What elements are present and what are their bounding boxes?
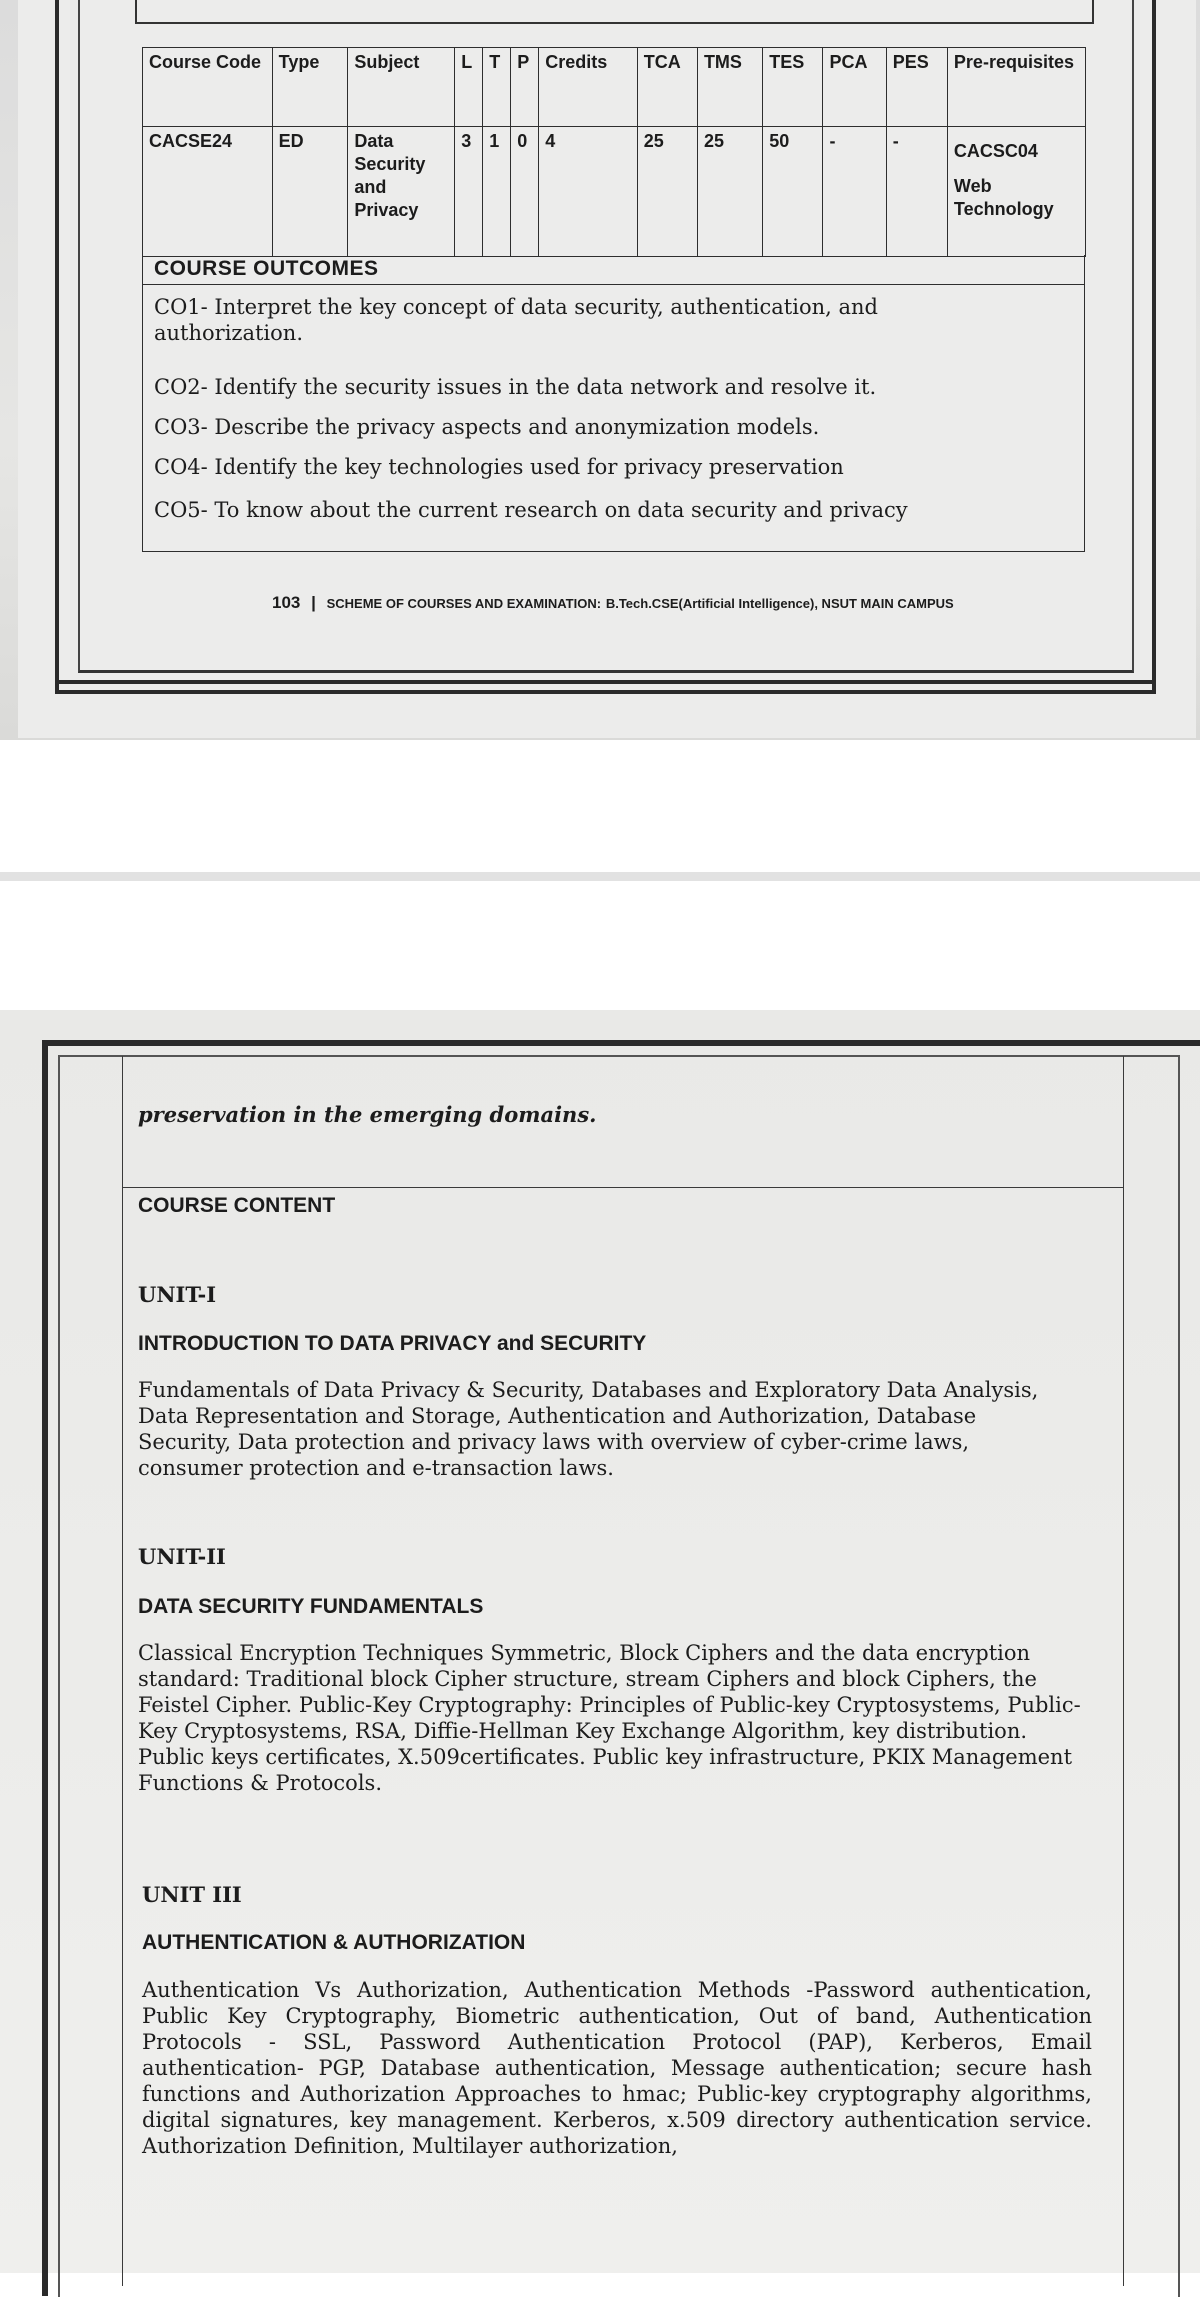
divider xyxy=(122,1187,1123,1188)
table-row xyxy=(143,127,1086,257)
footer-program: B.Tech.CSE(Artificial Intelligence), NSUT MAIN CAMPUS xyxy=(605,596,954,611)
cell-p: 0 xyxy=(511,127,539,257)
course-content-title: COURSE CONTENT xyxy=(138,1194,336,1217)
course-outcome-5: CO5- To know about the current research on data security and privacy xyxy=(154,498,908,522)
course-outcome-4: CO4- Identify the key technologies used for privacy preservation xyxy=(154,455,844,479)
unit-1-title: INTRODUCTION TO DATA PRIVACY and SECURITY xyxy=(138,1332,647,1355)
previous-box-edge xyxy=(135,0,1094,24)
page-photo-top xyxy=(0,0,1200,740)
course-outcome-1: CO1- Interpret the key concept of data security, authentication, and authorization. xyxy=(154,295,878,345)
header-course-code: Course Code xyxy=(143,48,273,127)
header-tms: TMS xyxy=(697,48,762,127)
footer-scheme: SCHEME OF COURSES AND EXAMINATION: xyxy=(326,596,602,611)
header-prerequisites: Pre-requisites xyxy=(947,48,1085,127)
page-number: 103 xyxy=(272,593,301,612)
cell-l: 3 xyxy=(455,127,483,257)
header-pes: PES xyxy=(886,48,947,127)
unit-3-label: UNIT III xyxy=(142,1882,242,1907)
cell-tms: 25 xyxy=(697,127,762,257)
footer-separator: | xyxy=(311,593,316,612)
unit-1-body: Fundamentals of Data Privacy & Security, Databases and Exploratory Data Analysis, Data Representation and Storage, Authentication and Authorization, Database Security, Data protection and privacy laws with overview of cyber-crime laws, consumer protection and e-transaction laws. xyxy=(138,1378,1039,1480)
photo-separator xyxy=(0,872,1200,881)
unit-3-title: AUTHENTICATION & AUTHORIZATION xyxy=(142,1931,526,1954)
course-outcomes-title: COURSE OUTCOMES xyxy=(154,257,379,280)
course-table xyxy=(142,47,1086,257)
header-l: L xyxy=(455,48,483,127)
unit-2-title: DATA SECURITY FUNDAMENTALS xyxy=(138,1595,484,1618)
page-photo-bottom xyxy=(0,1010,1200,2273)
course-outcome-2: CO2- Identify the security issues in the data network and resolve it. xyxy=(154,375,877,399)
unit-1-label: UNIT-I xyxy=(138,1282,217,1307)
header-tca: TCA xyxy=(637,48,697,127)
cell-pca: - xyxy=(823,127,886,257)
header-p: P xyxy=(511,48,539,127)
header-tes: TES xyxy=(763,48,823,127)
cell-type: ED xyxy=(272,127,348,257)
header-subject: Subject xyxy=(348,48,455,127)
cell-tes: 50 xyxy=(763,127,823,257)
page-footer xyxy=(272,593,954,613)
prerequisite-1: CACSC04 xyxy=(953,141,1038,161)
header-t: T xyxy=(483,48,511,127)
unit-2-label: UNIT-II xyxy=(138,1544,226,1569)
course-outcomes-box xyxy=(142,255,1085,552)
cell-t: 1 xyxy=(483,127,511,257)
cell-pes: - xyxy=(886,127,947,257)
cell-course-code: CACSE24 xyxy=(143,127,273,257)
header-credits: Credits xyxy=(539,48,638,127)
prerequisite-2: Web Technology xyxy=(953,176,1054,219)
header-pca: PCA xyxy=(823,48,886,127)
course-outcome-3: CO3- Describe the privacy aspects and anonymization models. xyxy=(154,415,820,439)
cell-subject: Data Security and Privacy xyxy=(348,127,455,257)
header-type: Type xyxy=(272,48,348,127)
cell-credits: 4 xyxy=(539,127,638,257)
unit-3-body: Authentication Vs Authorization, Authentication Methods -Password authentication, Public Key Cryptography, Biometric authentication, Out of band, Authentication Protocols - SSL, Password Authentication Protocol (PAP), Kerberos, Email authentication- PGP, Database authentication, Message authentication; secure hash functions and Authorization Approaches to hmac; Public-key cryptography algorithms, digital signatures, key management. Kerberos, x.509 directory authentication service. Authorization Definition, Multilayer authorization, xyxy=(142,1978,1092,2158)
cell-prerequisites xyxy=(947,127,1085,257)
cell-tca: 25 xyxy=(637,127,697,257)
table-header-row xyxy=(143,48,1086,127)
divider xyxy=(143,284,1084,285)
unit-2-body: Classical Encryption Techniques Symmetric, Block Ciphers and the data encryption standard: Traditional block Cipher structure, stream Ciphers and block Ciphers, the Feistel Cipher. Public-Key Cryptography: Principles of Public-key Cryptosystems, Public-Key Cryptosystems, RSA, Diffie-Hellman Key Exchange Algorithm, key distribution. Public keys certificates, X.509certificates. Public key infrastructure, PKIX Management Functions & Protocols. xyxy=(138,1641,1081,1795)
continuation-text: preservation in the emerging domains. xyxy=(138,1102,597,1127)
